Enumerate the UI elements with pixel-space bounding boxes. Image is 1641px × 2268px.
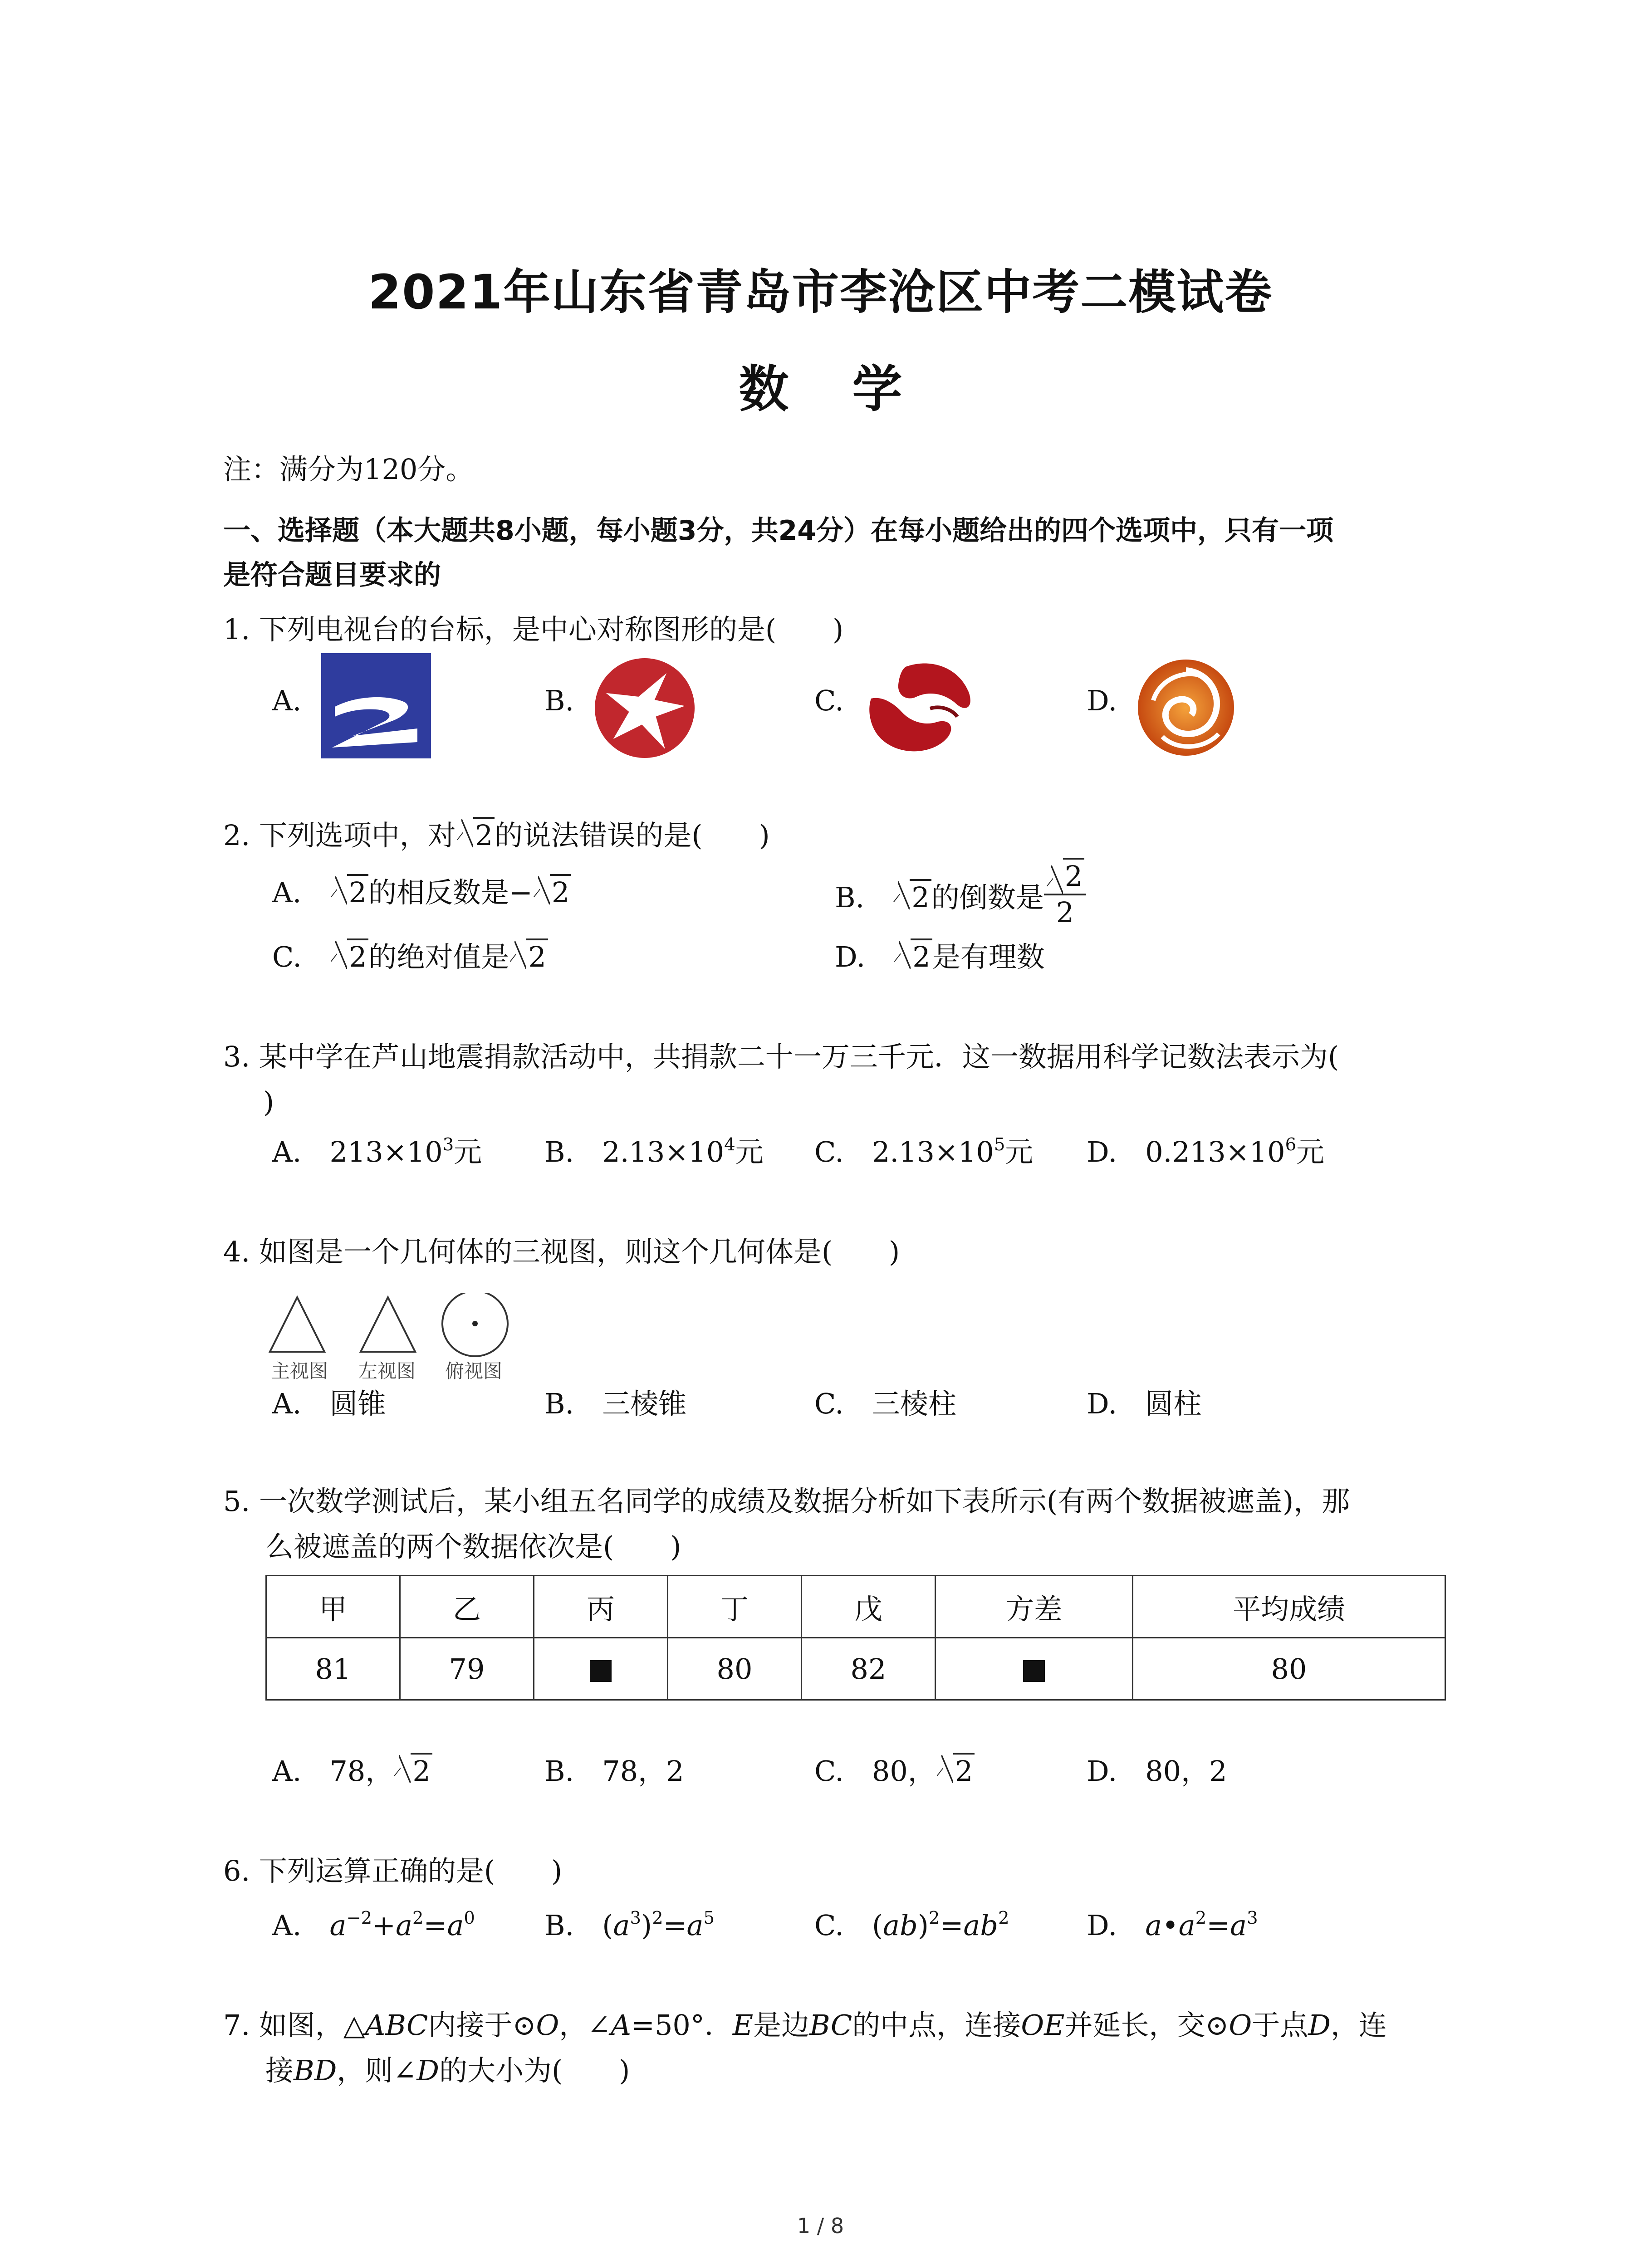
q2-option-c: C. 2的绝对值是 2 — [272, 934, 548, 980]
q6-stem: 6. 下列运算正确的是( ) — [223, 1854, 563, 1887]
q2-option-b: B. 2的倒数是 $\frac{2}{2}$ — [835, 870, 1086, 930]
q2-stem-post: 的说法错误的是( ) — [495, 819, 770, 852]
q6-option-b: B. $(a^3)^2=a^5$ — [544, 1908, 715, 1942]
q3-stem-line1: 3. 某中学在芦山地震捐款活动中，共捐款二十一万三千元．这一数据用科学记数法表示为( — [223, 1040, 1339, 1073]
score-note: 注：满分为120分。 — [223, 453, 474, 486]
exam-title: 2021年山东省青岛市李沧区中考二模试卷 — [368, 264, 1273, 320]
black-square-icon — [590, 1660, 612, 1682]
table-header-row: 甲 乙 丙 丁 戊 方差 平均成绩 — [266, 1576, 1445, 1638]
red-star-logo-icon — [593, 657, 696, 759]
q5-option-d: D. 80，2 — [1087, 1755, 1227, 1788]
sqrt-2: 2 — [456, 813, 495, 858]
red-swirl-logo-icon — [862, 658, 980, 758]
q5-stem-line2: 么被遮盖的两个数据依次是( ) — [265, 1530, 681, 1563]
q2-option-d: D. 2是有理数 — [835, 934, 1045, 980]
q2-option-a: A. 2的相反数是− 2 — [272, 870, 571, 915]
q6-option-d: D. $a•a^2=a^3$ — [1087, 1908, 1258, 1942]
zhejiang-tv-logo-icon — [321, 653, 431, 758]
covered-cell — [936, 1638, 1133, 1700]
section-heading-line1: 一、选择题（本大题共8小题，每小题3分，共24分）在每小题给出的四个选项中，只有一项 — [223, 515, 1333, 547]
q1-option-c-label: C. — [814, 684, 844, 717]
q3-option-d: D. $0.213\times 10^6$元 — [1087, 1134, 1325, 1168]
q5-option-c: C. 80， 2 — [814, 1749, 975, 1794]
q3-stem-line2: ) — [263, 1085, 274, 1119]
q6-option-c: C. $(ab)^2=ab^2$ — [814, 1908, 1009, 1942]
q2-stem — [223, 813, 770, 858]
q7-stem-line2: 接BD，则∠D的大小为( ) — [265, 2054, 630, 2087]
q5-stem-line1: 5. 一次数学测试后，某小组五名同学的成绩及数据分析如下表所示(有两个数据被遮盖)，那 — [223, 1485, 1350, 1518]
q4-option-b: B. 三棱锥 — [544, 1387, 687, 1420]
q1-option-b-label: B. — [544, 684, 574, 717]
q3-option-b: B. $2.13\times 10^4$元 — [544, 1134, 764, 1168]
top-view-caption: 俯视图 — [445, 1360, 503, 1382]
q3-option-a: A. $213\times 10^3$元 — [272, 1134, 482, 1168]
side-view-caption: 左视图 — [358, 1360, 416, 1382]
q1-option-a-label: A. — [272, 684, 302, 717]
q1-stem: 1. 下列电视台的台标，是中心对称图形的是( ) — [223, 613, 844, 646]
front-view-caption: 主视图 — [271, 1360, 328, 1382]
q1-option-d-label: D. — [1087, 684, 1117, 717]
q5-option-a: A. 78， 2 — [272, 1749, 432, 1794]
q4-option-a: A. 圆锥 — [272, 1387, 386, 1420]
table-row: 81 79 80 82 80 — [266, 1638, 1445, 1700]
q6-option-a: A. $a^{-2}+a^2=a^0$ — [272, 1908, 475, 1942]
section-heading-line2: 是符合题目要求的 — [223, 559, 441, 591]
page-number: 1 / 8 — [797, 2214, 844, 2238]
q5-option-b: B. 78，2 — [544, 1755, 684, 1788]
covered-cell — [534, 1638, 668, 1700]
three-view-figure — [265, 1293, 529, 1383]
q4-option-d: D. 圆柱 — [1087, 1387, 1202, 1420]
q2-stem-pre: 2. 下列选项中，对 — [223, 819, 456, 852]
q4-stem: 4. 如图是一个几何体的三视图，则这个几何体是( ) — [223, 1235, 900, 1268]
phoenix-logo-icon — [1135, 657, 1237, 758]
black-square-icon — [1023, 1660, 1045, 1682]
q3-option-c: C. $2.13\times 10^5$元 — [814, 1134, 1034, 1168]
score-table — [265, 1575, 1446, 1701]
q7-stem-line1: 7. 如图，△ABC内接于⊙O，∠A=50°．E是边BC的中点，连接OE并延长，交⊙O于点D，连 — [223, 2009, 1387, 2042]
q4-option-c: C. 三棱柱 — [814, 1387, 956, 1420]
subject-title: 数学 — [739, 360, 966, 418]
